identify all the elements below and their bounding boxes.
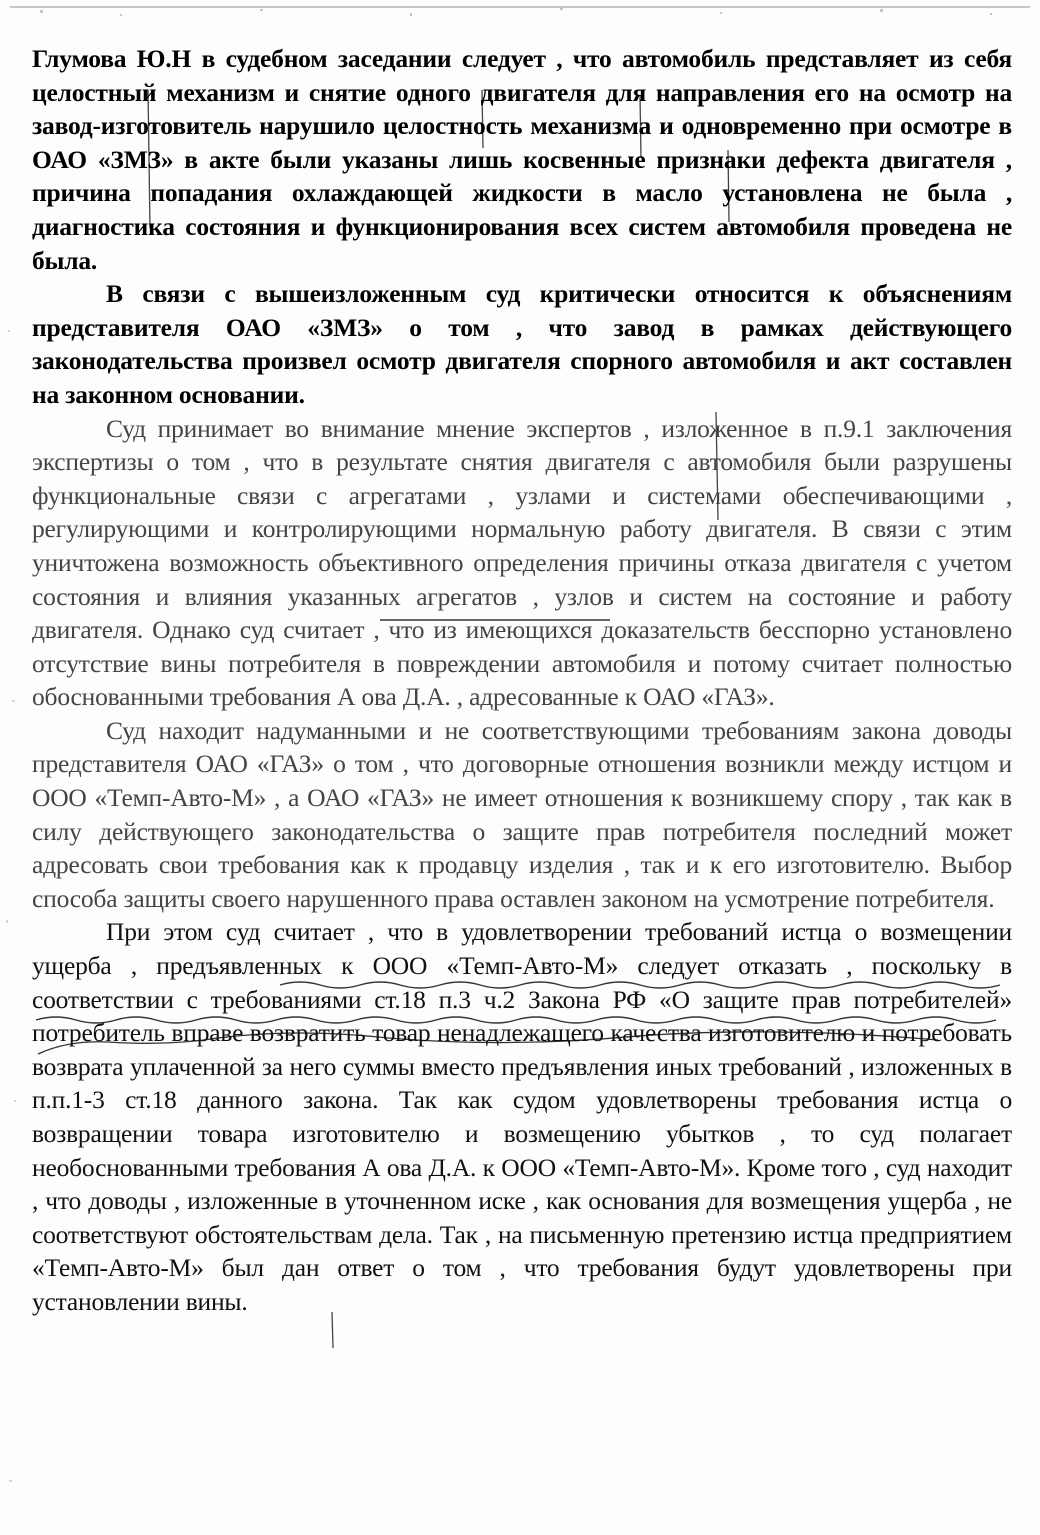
paragraph-5: При этом суд считает , что в удовлетворении требований истца о возмещении ущерба , предъявленных к ООО «Темп-Авто-М» следует отказать , поскольку в соответствии с требованиями ст.18 п.3 ч.2 Закона РФ «О защите прав потребителей» потребитель вправе возвратить товар ненадлежащего качества изготовителю и потребовать возврата уплаченной за него суммы вместо предъявления иных требований , изложенных в п.п.1-3 ст.18 данного закона. Так как судом удовлетворены требования истца о возвращении товара изготовителю и возмещению убытков , то суд полагает необоснованными требования А ова Д.А. к ООО «Темп-Авто-М». Кроме того , суд находит , что доводы , изложенные в уточненном иске , как основания для возмещения ущерба , не соответствуют обстоятельствам дела. Так , на письменную претензию истца предприятием «Темп-Авто-М» был дан ответ о том , что требования будут удовлетворены при установлении вины.: [32, 917, 1012, 1316]
paragraph-2: В связи с вышеизложенным суд критически относится к объяснениям представителя ОАО «ЗМЗ» о том , что завод в рамках действующего законодательства произвел осмотр двигателя спорного автомобиля и акт составлен на законном основании.: [32, 279, 1012, 409]
paragraph-3: Суд принимает во внимание мнение экспертов , изложенное в п.9.1 заключения экспертизы о том , что в результате снятия двигателя с автомобиля были разрушены функциональные связи с агрегатами , узлами и системами обеспечивающими , регулирующими и контролирующими нормальную работу двигателя. В связи с этим уничтожена возможность объективного определения причины отказа двигателя с учетом состояния и влияния указанных агрегатов , узлов и систем на состояние и работу двигателя. Однако суд считает , что из имеющихся доказательств бесспорно установлено отсутствие вины потребителя в повреждении автомобиля и потому считает полностью обоснованными требования А ова Д.А. , адресованные к ОАО «ГАЗ».: [32, 413, 1012, 712]
paragraph-4: Суд находит надуманными и не соответствующими требованиям закона доводы представителя ОАО «ГАЗ» о том , что договорные отношения возникли между истцом и ООО «Темп-Авто-М» , а ОАО «ГАЗ» не имеет отношения к возникшему спору , так как в силу действующего законодательства о защите прав потребителя последний может адресовать свои требования как к продавцу изделия , так и к его изготовителю. Выбор способа защиты своего нарушенного права оставлен законом на усмотрение потребителя.: [32, 715, 1012, 913]
paragraph-1: Глумова Ю.Н в судебном заседании следует , что автомобиль представляет из себя целостный механизм и снятие одного двигателя для направления его на осмотр на завод-изготовитель нарушило целостность механизма и одновременно при осмотре в ОАО «ЗМЗ» в акте были указаны лишь косвенные признаки дефекта двигателя , причина попадания охлаждающей жидкости в масло установлена не была , диагностика состояния и функционирования всех систем автомобиля проведена не была.: [32, 44, 1012, 275]
document-body: [32, 42, 1012, 1319]
